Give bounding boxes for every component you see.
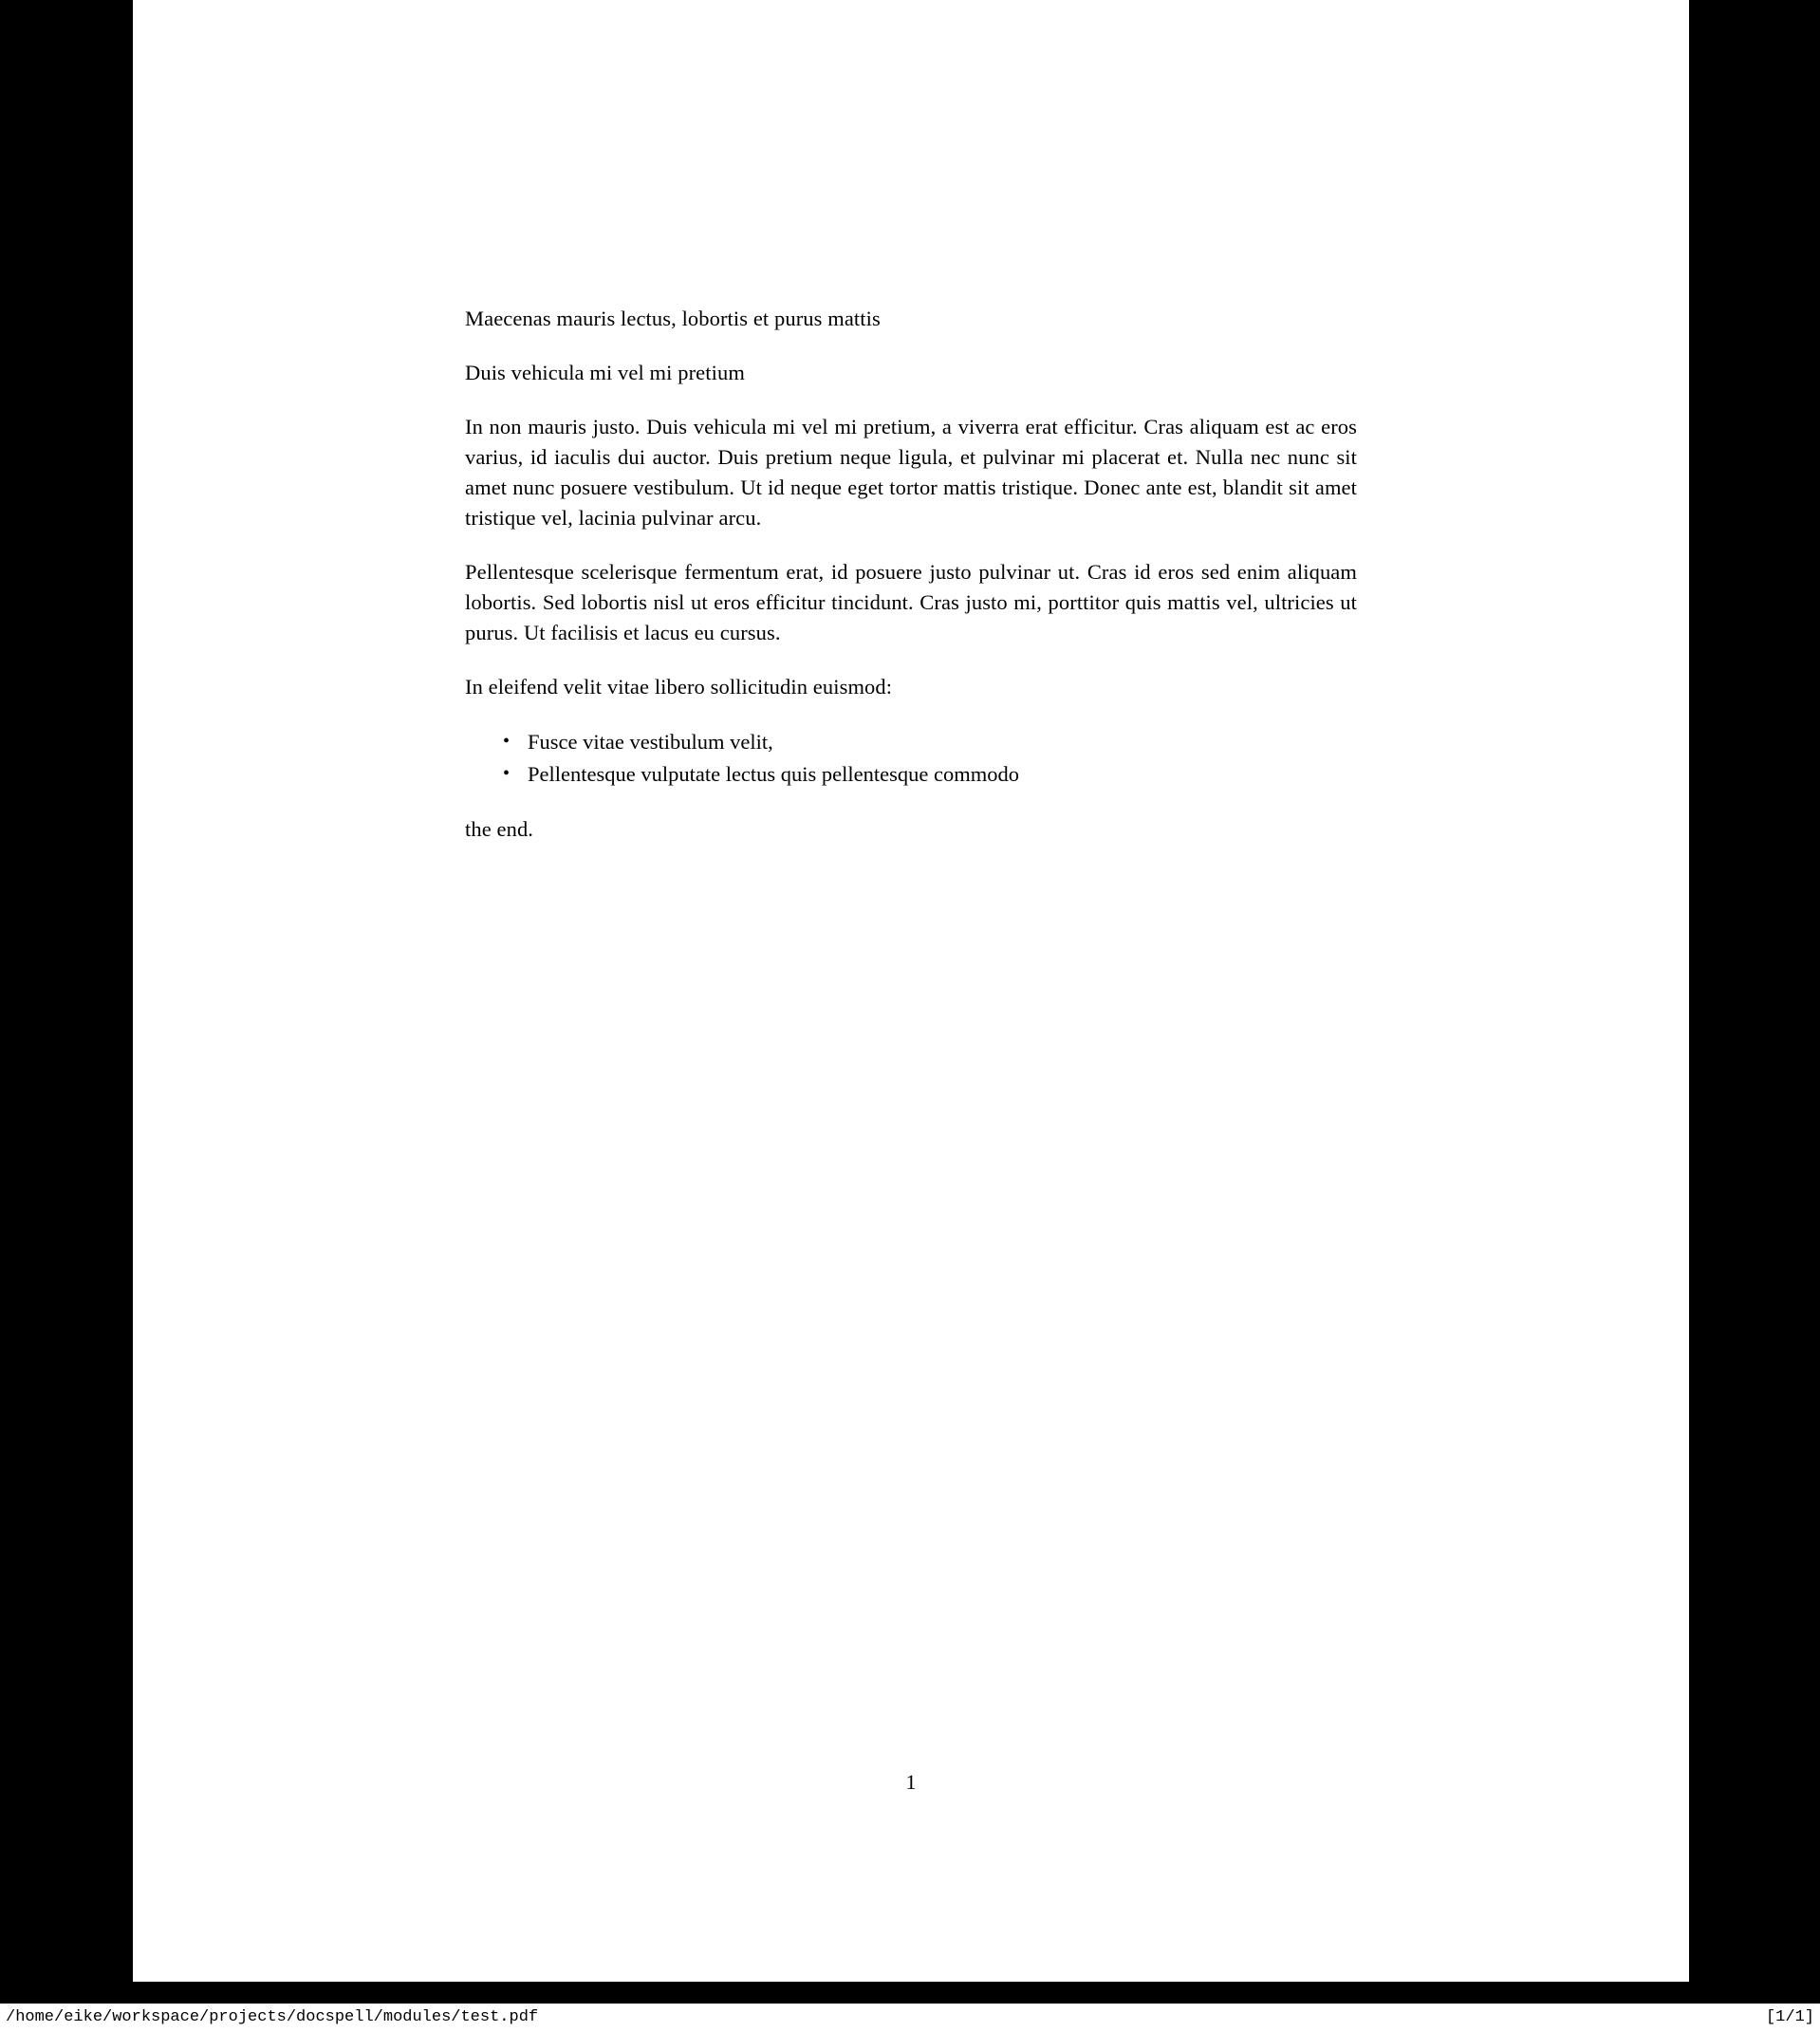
paragraph-list-intro: In eleifend velit vitae libero sollicitudin euismod: — [465, 675, 893, 699]
pdf-page — [133, 0, 1689, 1982]
document-body — [465, 304, 1357, 868]
list-item: • Pellentesque vulputate lectus quis pellentesque commodo — [528, 758, 1357, 791]
status-bar — [0, 2004, 1820, 2032]
bulleted-list — [465, 726, 1357, 791]
page-number: 1 — [905, 1770, 917, 1794]
file-path-label: /home/eike/workspace/projects/docspell/modules/test.pdf — [6, 2008, 539, 2026]
paragraph-body-1: In non mauris justo. Duis vehicula mi vel mi pretium, a viverra erat efficitur. Cras aliquam est ac eros varius, id iaculis dui auctor. Duis pretium neque ligula, et pulvinar mi placerat et. Nulla nec nunc sit amet nunc posuere vestibulum. Ut id neque eget tortor mattis tristique. Donec ante est, blandit sit amet tristique vel, lacinia pulvinar arcu. — [465, 415, 1357, 530]
paragraph-closing: the end. — [465, 817, 534, 841]
page-indicator-label: [1/1] — [1765, 2008, 1814, 2026]
list-item: • Fusce vitae vestibulum velit, — [528, 726, 1357, 758]
paragraph-title-2: Duis vehicula mi vel mi pretium — [465, 361, 745, 384]
paragraph-title-1: Maecenas mauris lectus, lobortis et purus mattis — [465, 307, 881, 330]
paragraph-body-2: Pellentesque scelerisque fermentum erat, id posuere justo pulvinar ut. Cras id eros sed enim aliquam lobortis. Sed lobortis nisl ut eros efficitur tincidunt. Cras justo mi, porttitor quis mattis vel, ultricies ut purus. Ut facilisis et lacus eu cursus. — [465, 560, 1357, 644]
